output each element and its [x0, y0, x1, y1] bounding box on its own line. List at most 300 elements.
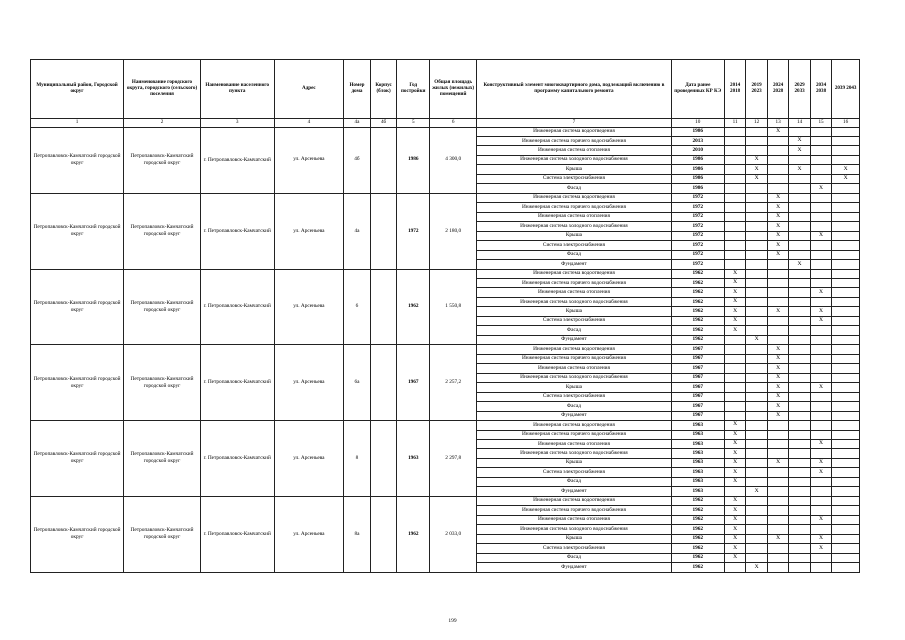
prior-repair-date-cell: 1967	[671, 345, 724, 354]
period-2024-2028-cell: X	[767, 345, 788, 354]
element-cell: Система электроснабжения	[477, 392, 671, 401]
period-2034-2038-cell: X	[810, 383, 831, 392]
header-build-year: Год постройки	[397, 60, 430, 119]
prior-repair-date-cell: 1967	[671, 354, 724, 363]
element-cell: Фасад	[477, 326, 671, 335]
street-cell: ул. Арсеньева	[274, 421, 344, 497]
period-2019-2023-cell	[746, 506, 767, 515]
period-2024-2028-cell	[767, 155, 788, 164]
period-2039-2043-cell	[832, 468, 860, 477]
period-2024-2028-cell	[767, 146, 788, 155]
prior-repair-date-cell: 1962	[671, 544, 724, 553]
table-row	[31, 345, 860, 354]
period-2024-2028-cell	[767, 421, 788, 430]
district-cell: Петропавловск-Камчатский городской округ	[31, 496, 124, 572]
period-2034-2038-cell	[810, 563, 831, 572]
period-2024-2028-cell	[767, 430, 788, 439]
period-2024-2028-cell	[767, 525, 788, 534]
period-2034-2038-cell	[810, 411, 831, 420]
period-2029-2033-cell: X	[789, 146, 810, 155]
period-2019-2023-cell	[746, 458, 767, 467]
area-cell: 2 257,2	[430, 345, 477, 421]
period-2024-2028-cell: X	[767, 402, 788, 411]
area-cell: 2 180,0	[430, 193, 477, 269]
period-2019-2023-cell	[746, 136, 767, 145]
house-number-cell: 4а	[344, 193, 371, 269]
element-cell: Система электроснабжения	[477, 468, 671, 477]
period-2024-2028-cell: X	[767, 364, 788, 373]
period-2014-2018-cell	[724, 563, 745, 572]
period-2019-2023-cell	[746, 127, 767, 136]
period-2039-2043-cell	[832, 269, 860, 278]
period-2014-2018-cell: X	[724, 439, 745, 448]
element-cell: Крыша	[477, 307, 671, 316]
element-cell: Инженерная система водоотведения	[477, 496, 671, 505]
period-2039-2043-cell	[832, 279, 860, 288]
period-2019-2023-cell	[746, 326, 767, 335]
period-2039-2043-cell	[832, 193, 860, 202]
period-2014-2018-cell: X	[724, 468, 745, 477]
period-2019-2023-cell	[746, 477, 767, 486]
period-2034-2038-cell	[810, 269, 831, 278]
period-2014-2018-cell: X	[724, 534, 745, 543]
period-2034-2038-cell	[810, 250, 831, 259]
period-2014-2018-cell	[724, 373, 745, 382]
district-cell: Петропавловск-Камчатский городской округ	[31, 269, 124, 345]
period-2029-2033-cell	[789, 468, 810, 477]
period-2014-2018-cell	[724, 260, 745, 269]
period-2019-2023-cell	[746, 421, 767, 430]
period-2034-2038-cell: X	[810, 439, 831, 448]
period-2034-2038-cell: X	[810, 307, 831, 316]
period-2034-2038-cell	[810, 136, 831, 145]
header-settlement: Наименование городского округа, городского (сельского) поселения	[124, 60, 201, 119]
element-cell: Инженерная система горячего водоснабжения	[477, 203, 671, 212]
period-2019-2023-cell: X	[746, 335, 767, 344]
period-2014-2018-cell	[724, 212, 745, 221]
period-2014-2018-cell	[724, 184, 745, 193]
period-2034-2038-cell	[810, 506, 831, 515]
period-2034-2038-cell	[810, 402, 831, 411]
block-cell	[370, 421, 397, 497]
period-2039-2043-cell	[832, 506, 860, 515]
period-2024-2028-cell	[767, 544, 788, 553]
period-2029-2033-cell: X	[789, 260, 810, 269]
period-2039-2043-cell	[832, 241, 860, 250]
period-2024-2028-cell: X	[767, 250, 788, 259]
area-cell: 4 300,0	[430, 127, 477, 193]
period-2019-2023-cell	[746, 269, 767, 278]
period-2019-2023-cell	[746, 364, 767, 373]
period-2024-2028-cell: X	[767, 127, 788, 136]
build-year-cell: 1986	[397, 127, 430, 193]
period-2024-2028-cell	[767, 288, 788, 297]
period-2034-2038-cell: X	[810, 468, 831, 477]
street-cell: ул. Арсеньева	[274, 345, 344, 421]
prior-repair-date-cell: 1962	[671, 563, 724, 572]
period-2039-2043-cell	[832, 354, 860, 363]
period-2029-2033-cell	[789, 421, 810, 430]
period-2029-2033-cell	[789, 525, 810, 534]
period-2029-2033-cell	[789, 563, 810, 572]
area-cell: 2 033,0	[430, 496, 477, 572]
period-2014-2018-cell: X	[724, 553, 745, 562]
period-2029-2033-cell	[789, 297, 810, 306]
header-block: Корпус (блок)	[370, 60, 397, 119]
element-cell: Крыша	[477, 165, 671, 174]
period-2014-2018-cell: X	[724, 449, 745, 458]
period-2014-2018-cell	[724, 146, 745, 155]
period-2039-2043-cell	[832, 402, 860, 411]
column-number: 7	[477, 119, 671, 128]
period-2014-2018-cell: X	[724, 307, 745, 316]
period-2029-2033-cell	[789, 279, 810, 288]
period-2014-2018-cell: X	[724, 515, 745, 524]
prior-repair-date-cell: 1972	[671, 222, 724, 231]
period-2024-2028-cell	[767, 506, 788, 515]
period-2029-2033-cell	[789, 184, 810, 193]
prior-repair-date-cell: 1962	[671, 496, 724, 505]
element-cell: Фундамент	[477, 260, 671, 269]
prior-repair-date-cell: 1962	[671, 288, 724, 297]
period-2029-2033-cell	[789, 402, 810, 411]
period-2024-2028-cell	[767, 449, 788, 458]
street-cell: ул. Арсеньева	[274, 496, 344, 572]
period-2019-2023-cell	[746, 449, 767, 458]
period-2039-2043-cell	[832, 326, 860, 335]
period-2024-2028-cell	[767, 165, 788, 174]
block-cell	[370, 193, 397, 269]
period-2019-2023-cell	[746, 222, 767, 231]
period-2034-2038-cell	[810, 335, 831, 344]
period-2039-2043-cell	[832, 127, 860, 136]
period-2014-2018-cell: X	[724, 430, 745, 439]
period-2034-2038-cell	[810, 477, 831, 486]
period-2039-2043-cell	[832, 136, 860, 145]
period-2019-2023-cell	[746, 288, 767, 297]
period-2039-2043-cell	[832, 563, 860, 572]
locality-cell: г. Петропавловск-Камчатский	[200, 127, 274, 193]
period-2024-2028-cell: X	[767, 411, 788, 420]
period-2019-2023-cell: X	[746, 563, 767, 572]
element-cell: Фундамент	[477, 563, 671, 572]
prior-repair-date-cell: 2013	[671, 136, 724, 145]
period-2039-2043-cell	[832, 439, 860, 448]
period-2039-2043-cell	[832, 421, 860, 430]
period-2034-2038-cell	[810, 373, 831, 382]
element-cell: Фасад	[477, 553, 671, 562]
period-2014-2018-cell: X	[724, 496, 745, 505]
period-2014-2018-cell	[724, 487, 745, 496]
period-2019-2023-cell	[746, 241, 767, 250]
prior-repair-date-cell: 1972	[671, 193, 724, 202]
prior-repair-date-cell: 1962	[671, 326, 724, 335]
element-cell: Инженерная система горячего водоснабжения	[477, 279, 671, 288]
prior-repair-date-cell: 1967	[671, 392, 724, 401]
period-2019-2023-cell	[746, 250, 767, 259]
table-body	[31, 127, 860, 572]
period-2019-2023-cell	[746, 430, 767, 439]
period-2029-2033-cell: X	[789, 136, 810, 145]
period-2039-2043-cell	[832, 553, 860, 562]
element-cell: Крыша	[477, 231, 671, 240]
period-2029-2033-cell	[789, 496, 810, 505]
period-2029-2033-cell	[789, 155, 810, 164]
house-number-cell: 4б	[344, 127, 371, 193]
period-2039-2043-cell	[832, 430, 860, 439]
prior-repair-date-cell: 1962	[671, 534, 724, 543]
period-2019-2023-cell	[746, 212, 767, 221]
element-cell: Инженерная система водоотведения	[477, 345, 671, 354]
element-cell: Система электроснабжения	[477, 241, 671, 250]
period-2029-2033-cell	[789, 515, 810, 524]
street-cell: ул. Арсеньева	[274, 269, 344, 345]
period-2039-2043-cell	[832, 392, 860, 401]
period-2014-2018-cell	[724, 383, 745, 392]
locality-cell: г. Петропавловск-Камчатский	[200, 193, 274, 269]
period-2029-2033-cell: X	[789, 165, 810, 174]
header-period-2019: 2019 2023	[746, 60, 767, 119]
period-2029-2033-cell	[789, 373, 810, 382]
period-2029-2033-cell	[789, 439, 810, 448]
period-2014-2018-cell: X	[724, 279, 745, 288]
period-2019-2023-cell: X	[746, 165, 767, 174]
period-2014-2018-cell	[724, 155, 745, 164]
period-2019-2023-cell: X	[746, 174, 767, 183]
period-2029-2033-cell	[789, 326, 810, 335]
period-2014-2018-cell: X	[724, 477, 745, 486]
period-2014-2018-cell	[724, 411, 745, 420]
prior-repair-date-cell: 1967	[671, 411, 724, 420]
period-2014-2018-cell	[724, 165, 745, 174]
period-2019-2023-cell	[746, 392, 767, 401]
district-cell: Петропавловск-Камчатский городской округ	[31, 193, 124, 269]
prior-repair-date-cell: 1963	[671, 477, 724, 486]
period-2039-2043-cell	[832, 155, 860, 164]
period-2019-2023-cell	[746, 553, 767, 562]
table-row	[31, 496, 860, 505]
header-period-2034: 2034 2038	[810, 60, 831, 119]
header-period-2024: 2024 2028	[767, 60, 788, 119]
element-cell: Инженерная система холодного водоснабжения	[477, 297, 671, 306]
column-number: 4	[274, 119, 344, 128]
settlement-cell: Петропавловск-Камчатский городской округ	[124, 269, 201, 345]
period-2019-2023-cell	[746, 307, 767, 316]
header-period-2014: 2014 2018	[724, 60, 745, 119]
district-cell: Петропавловск-Камчатский городской округ	[31, 345, 124, 421]
period-2034-2038-cell	[810, 212, 831, 221]
period-2029-2033-cell	[789, 487, 810, 496]
period-2034-2038-cell	[810, 193, 831, 202]
prior-repair-date-cell: 1963	[671, 430, 724, 439]
prior-repair-date-cell: 1962	[671, 279, 724, 288]
period-2024-2028-cell	[767, 184, 788, 193]
element-cell: Крыша	[477, 458, 671, 467]
period-2039-2043-cell	[832, 260, 860, 269]
header-district: Муниципальный район, Городской округ	[31, 60, 124, 119]
column-number: 16	[832, 119, 860, 128]
element-cell: Инженерная система отопления	[477, 288, 671, 297]
period-2024-2028-cell: X	[767, 307, 788, 316]
period-2019-2023-cell	[746, 297, 767, 306]
column-number: 10	[671, 119, 724, 128]
period-2024-2028-cell	[767, 260, 788, 269]
period-2034-2038-cell	[810, 155, 831, 164]
period-2039-2043-cell	[832, 146, 860, 155]
element-cell: Инженерная система холодного водоснабжения	[477, 222, 671, 231]
period-2029-2033-cell	[789, 335, 810, 344]
locality-cell: г. Петропавловск-Камчатский	[200, 269, 274, 345]
period-2039-2043-cell: X	[832, 165, 860, 174]
period-2019-2023-cell	[746, 383, 767, 392]
period-2029-2033-cell	[789, 174, 810, 183]
period-2014-2018-cell	[724, 392, 745, 401]
period-2024-2028-cell	[767, 316, 788, 325]
period-2034-2038-cell: X	[810, 316, 831, 325]
period-2014-2018-cell	[724, 174, 745, 183]
element-cell: Система электроснабжения	[477, 174, 671, 183]
period-2024-2028-cell: X	[767, 534, 788, 543]
prior-repair-date-cell: 1967	[671, 364, 724, 373]
period-2034-2038-cell	[810, 222, 831, 231]
period-2034-2038-cell: X	[810, 534, 831, 543]
prior-repair-date-cell: 1963	[671, 421, 724, 430]
period-2014-2018-cell	[724, 354, 745, 363]
period-2034-2038-cell	[810, 326, 831, 335]
prior-repair-date-cell: 1962	[671, 515, 724, 524]
table-row	[31, 421, 860, 430]
column-number: 3	[200, 119, 274, 128]
street-cell: ул. Арсеньева	[274, 193, 344, 269]
street-cell: ул. Арсеньева	[274, 127, 344, 193]
header-house-number: Номер дома	[344, 60, 371, 119]
element-cell: Инженерная система водоотведения	[477, 421, 671, 430]
period-2039-2043-cell	[832, 373, 860, 382]
period-2014-2018-cell	[724, 241, 745, 250]
period-2034-2038-cell: X	[810, 515, 831, 524]
column-number: 4б	[370, 119, 397, 128]
column-number: 4а	[344, 119, 371, 128]
period-2024-2028-cell	[767, 279, 788, 288]
column-number: 15	[810, 119, 831, 128]
build-year-cell: 1962	[397, 269, 430, 345]
period-2014-2018-cell	[724, 203, 745, 212]
prior-repair-date-cell: 1962	[671, 506, 724, 515]
header-period-2029: 2029 2033	[789, 60, 810, 119]
period-2034-2038-cell	[810, 487, 831, 496]
period-2024-2028-cell	[767, 326, 788, 335]
prior-repair-date-cell: 1962	[671, 335, 724, 344]
prior-repair-date-cell: 1962	[671, 297, 724, 306]
prior-repair-date-cell: 1962	[671, 316, 724, 325]
header-period-2039: 2039 2043	[832, 60, 860, 119]
period-2029-2033-cell	[789, 269, 810, 278]
period-2024-2028-cell	[767, 269, 788, 278]
prior-repair-date-cell: 1967	[671, 373, 724, 382]
period-2029-2033-cell	[789, 383, 810, 392]
build-year-cell: 1972	[397, 193, 430, 269]
period-2019-2023-cell	[746, 534, 767, 543]
prior-repair-date-cell: 1967	[671, 402, 724, 411]
area-cell: 1 550,8	[430, 269, 477, 345]
prior-repair-date-cell: 1963	[671, 449, 724, 458]
prior-repair-date-cell: 1986	[671, 165, 724, 174]
element-cell: Инженерная система холодного водоснабжения	[477, 373, 671, 382]
element-cell: Инженерная система отопления	[477, 364, 671, 373]
period-2024-2028-cell: X	[767, 354, 788, 363]
period-2014-2018-cell: X	[724, 544, 745, 553]
period-2034-2038-cell	[810, 241, 831, 250]
period-2039-2043-cell	[832, 534, 860, 543]
period-2034-2038-cell	[810, 260, 831, 269]
period-2014-2018-cell: X	[724, 525, 745, 534]
period-2024-2028-cell: X	[767, 241, 788, 250]
period-2034-2038-cell	[810, 165, 831, 174]
prior-repair-date-cell: 1972	[671, 203, 724, 212]
period-2039-2043-cell	[832, 515, 860, 524]
element-cell: Инженерная система отопления	[477, 515, 671, 524]
house-number-cell: 6а	[344, 345, 371, 421]
header-locality: Наименование населенного пункта	[200, 60, 274, 119]
settlement-cell: Петропавловск-Камчатский городской округ	[124, 421, 201, 497]
header-prior-repair-date: Дата ранее проведенных КР КЭ	[671, 60, 724, 119]
period-2014-2018-cell	[724, 136, 745, 145]
period-2034-2038-cell	[810, 449, 831, 458]
period-2029-2033-cell	[789, 316, 810, 325]
period-2029-2033-cell	[789, 193, 810, 202]
page-number: 199	[448, 618, 457, 624]
period-2019-2023-cell	[746, 345, 767, 354]
period-2029-2033-cell	[789, 411, 810, 420]
period-2019-2023-cell	[746, 373, 767, 382]
period-2034-2038-cell: X	[810, 184, 831, 193]
period-2034-2038-cell	[810, 430, 831, 439]
period-2029-2033-cell	[789, 307, 810, 316]
period-2039-2043-cell	[832, 449, 860, 458]
header-element: Конструктивный элемент многоквартирного дома, подлежащий включению в программу капитального ремонта	[477, 60, 671, 119]
period-2039-2043-cell	[832, 477, 860, 486]
period-2034-2038-cell	[810, 392, 831, 401]
period-2024-2028-cell	[767, 136, 788, 145]
element-cell: Система электроснабжения	[477, 544, 671, 553]
period-2024-2028-cell: X	[767, 383, 788, 392]
period-2034-2038-cell	[810, 297, 831, 306]
period-2014-2018-cell: X	[724, 288, 745, 297]
period-2034-2038-cell	[810, 525, 831, 534]
element-cell: Фундамент	[477, 411, 671, 420]
period-2024-2028-cell: X	[767, 193, 788, 202]
period-2019-2023-cell	[746, 146, 767, 155]
period-2014-2018-cell: X	[724, 269, 745, 278]
period-2029-2033-cell	[789, 553, 810, 562]
period-2034-2038-cell	[810, 496, 831, 505]
column-number-row	[31, 119, 860, 128]
period-2039-2043-cell	[832, 288, 860, 297]
period-2034-2038-cell: X	[810, 288, 831, 297]
element-cell: Фасад	[477, 402, 671, 411]
prior-repair-date-cell: 1986	[671, 127, 724, 136]
period-2039-2043-cell	[832, 212, 860, 221]
period-2034-2038-cell	[810, 345, 831, 354]
period-2024-2028-cell	[767, 468, 788, 477]
period-2039-2043-cell	[832, 203, 860, 212]
element-cell: Инженерная система горячего водоснабжения	[477, 506, 671, 515]
period-2014-2018-cell: X	[724, 458, 745, 467]
period-2029-2033-cell	[789, 231, 810, 240]
element-cell: Крыша	[477, 534, 671, 543]
period-2039-2043-cell	[832, 411, 860, 420]
period-2039-2043-cell	[832, 297, 860, 306]
